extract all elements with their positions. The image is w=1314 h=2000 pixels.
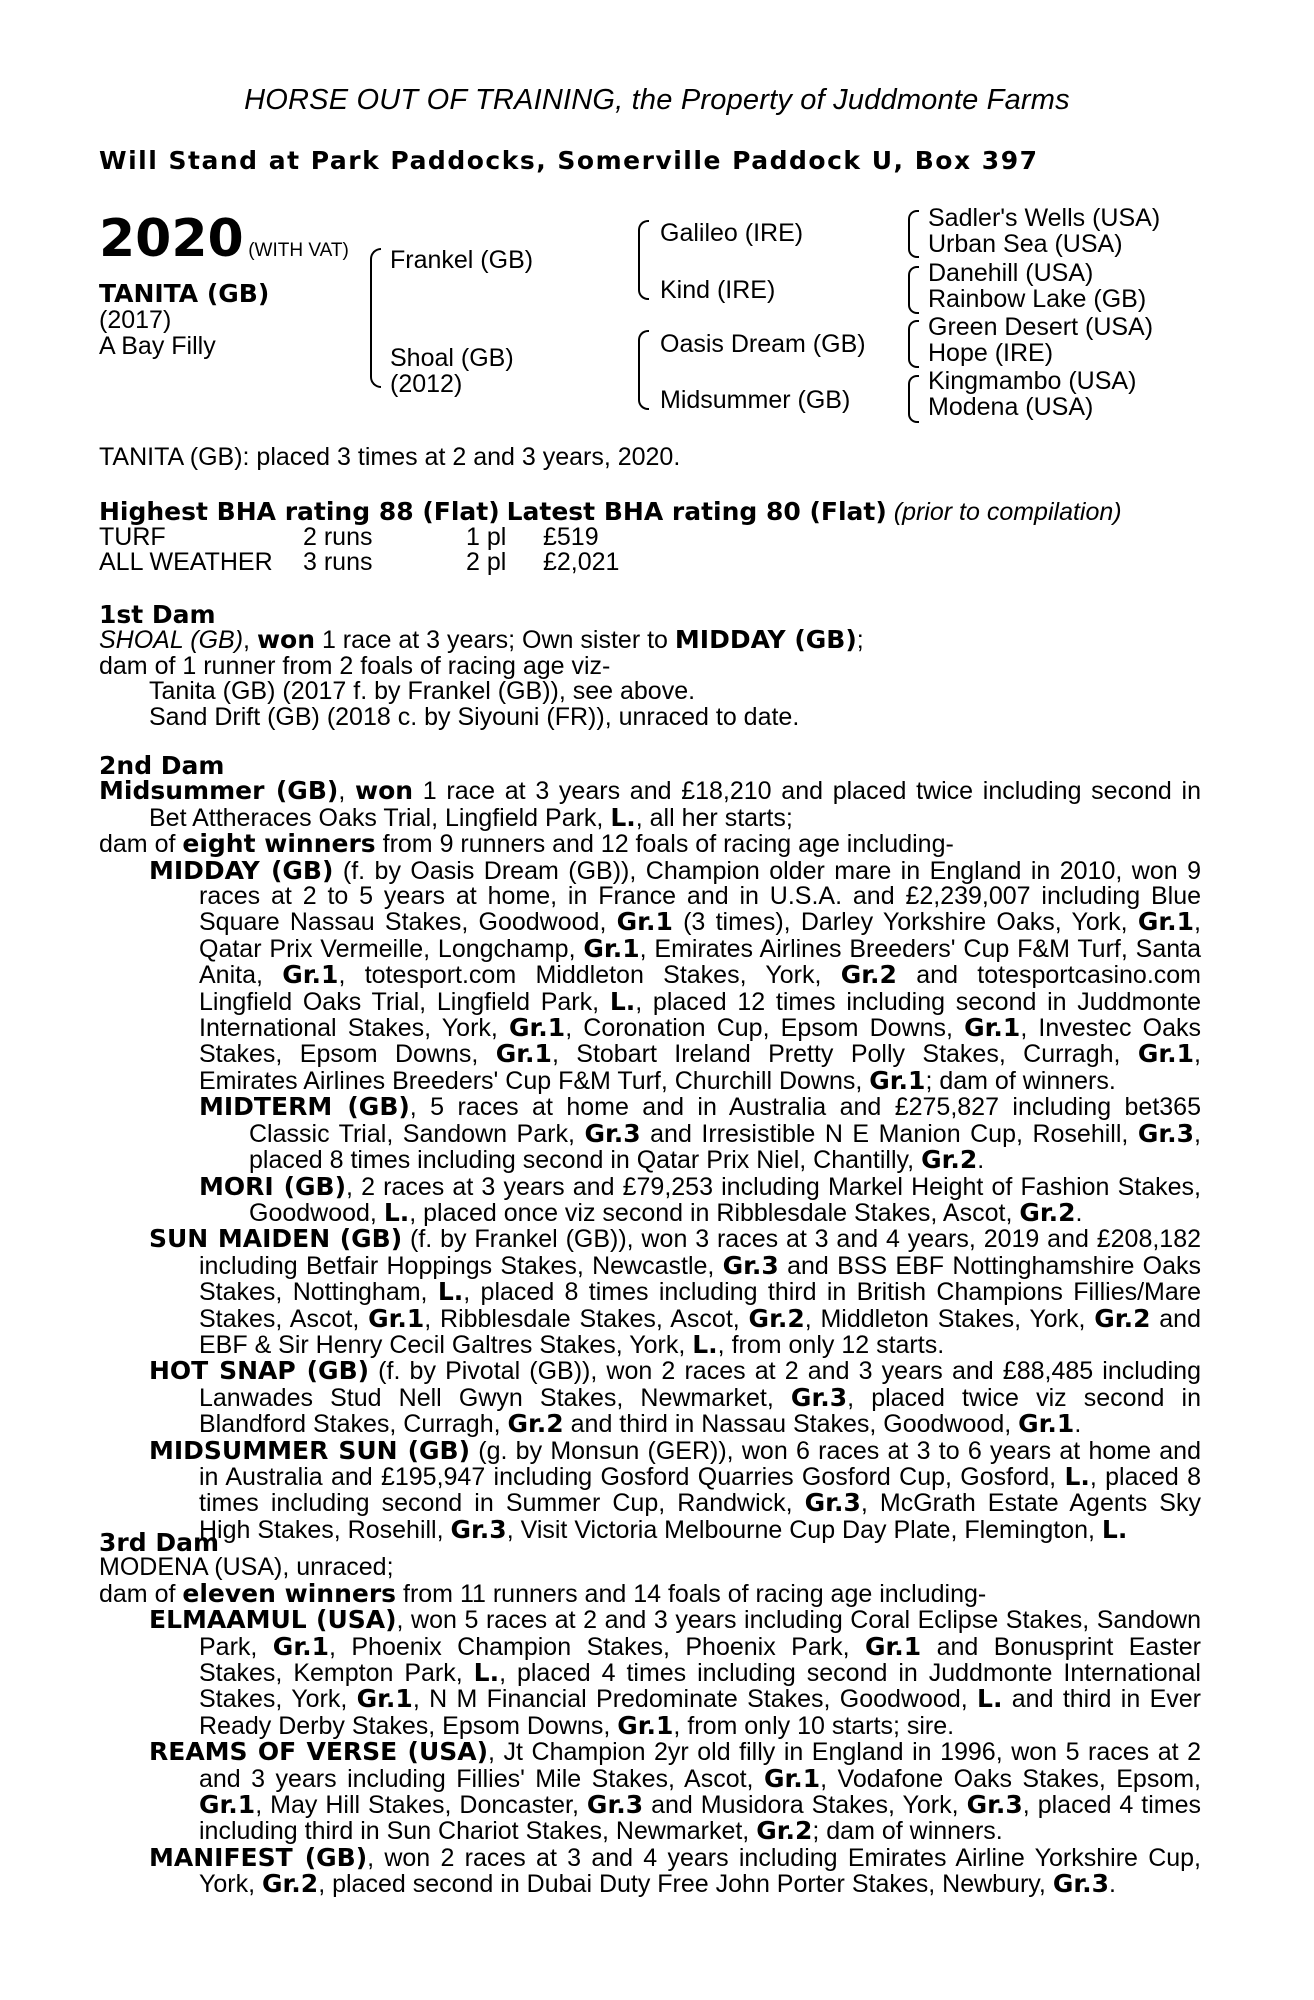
offspring-entry — [99, 1358, 1201, 1437]
bold-text: L. — [609, 986, 636, 1016]
listed-label: L. — [610, 802, 636, 832]
entry-text: , Phoenix Champion Stakes, Phoenix Park, — [328, 1632, 865, 1661]
entry-text: , totesport.com Middleton Stakes, York, — [338, 961, 841, 990]
bold-text: Gr.3 — [584, 1118, 641, 1148]
entry-text: , placed twice viz second in Blandford Stakes, Curragh, — [199, 1383, 1201, 1439]
progeny-item: Tanita (GB) (2017 f. by Frankel (GB)), see above. — [149, 677, 696, 706]
bold-text: ELMAAMUL (USA) — [149, 1605, 397, 1635]
lot-header-title: HORSE OUT OF TRAINING, the Property of Juddmonte Farms — [244, 84, 1070, 116]
entry-text: , Investec Oaks Stakes, Epsom Downs, — [199, 1014, 1201, 1069]
pedigree-g4: Rainbow Lake (GB) — [928, 285, 1147, 313]
entry-text: ; dam of winners. — [812, 1817, 1003, 1846]
entry-text: , Emirates Airlines Breeders' Cup F&M Turf, Santa Anita, — [199, 934, 1201, 990]
bold-text: Gr.3 — [722, 1250, 779, 1280]
entry-text: and Irresistible N E Manion Cup, Rosehill, — [640, 1119, 1138, 1148]
ratings-placed: 1 pl — [466, 523, 507, 551]
offspring-entry — [99, 1842, 1202, 1899]
ratings-row — [99, 525, 619, 550]
pedigree-sire-dam: Kind (IRE) — [660, 276, 776, 304]
pedigree-sire: Frankel (GB) — [390, 246, 534, 274]
horse-description: A Bay Filly — [99, 332, 216, 360]
entry-text: , placed 4 times including third in Sun Chariot Stakes, Newmarket, — [199, 1791, 1201, 1846]
bold-text: Gr.1 — [964, 1013, 1021, 1043]
second-dam-text-end: , all her starts; — [635, 803, 793, 832]
foals-text: dam of — [99, 1579, 183, 1608]
offspring-entry — [99, 1094, 1201, 1173]
ratings-note: (prior to compilation) — [893, 498, 1122, 526]
entry-text: . — [1074, 1410, 1082, 1439]
bold-text: MORI (GB) — [199, 1171, 347, 1201]
entry-text: . — [1109, 1870, 1116, 1899]
pedigree-g6: Hope (IRE) — [928, 339, 1054, 367]
lot-location: Will Stand at Park Paddocks, Somerville Paddock U, Box 397 — [99, 146, 1039, 175]
horse-foaled: (2017) — [99, 306, 172, 334]
lot-year: 2020 — [99, 209, 244, 269]
third-dam-entries — [99, 1607, 1201, 1897]
bold-text: REAMS OF VERSE (USA) — [149, 1737, 489, 1767]
bold-text: Gr.2 — [748, 1303, 805, 1333]
entry-text: , placed second in Dubai Duty Free John Porter Stakes, Newbury, — [318, 1870, 1053, 1899]
pedigree-g1: Sadler's Wells (USA) — [928, 204, 1161, 232]
first-dam-heading: 1st Dam — [99, 600, 216, 629]
bold-text: Gr.3 — [1052, 1869, 1110, 1899]
entry-text: (g. by Monsun (GER)), won 6 races at 3 to 6 years at home and in Australia and £195,947 including Gosford Quarries Gosford Cup, Gosford, — [199, 1436, 1201, 1491]
entry-text: . — [977, 1146, 985, 1175]
entry-text: , Emirates Airlines Breeders' Cup F&M Turf, Churchill Downs, — [199, 1040, 1201, 1095]
third-dam-section — [99, 1530, 1201, 1898]
vat-label: (WITH VAT) — [248, 240, 349, 261]
entry-text: , 5 races at home and in Australia and £275,827 including bet365 Classic Trial, Sandown Park, — [249, 1093, 1201, 1148]
entry-text: , Stobart Ireland Pretty Polly Stakes, Curragh, — [551, 1040, 1138, 1069]
second-dam-name: Midsummer (GB) — [99, 776, 339, 806]
first-dam-text: 1 race at 3 years; Own sister to — [315, 626, 675, 655]
ratings-runs: 3 runs — [303, 548, 373, 577]
entry-text: , Qatar Prix Vermeille, Longchamp, — [199, 908, 1201, 963]
bold-text: Gr.3 — [966, 1790, 1023, 1820]
pedigree-brace-7 — [908, 375, 919, 423]
entry-text: and EBF & Sir Henry Cecil Galtres Stakes, York, — [199, 1304, 1201, 1359]
entry-text: , placed 8 times including second in Qatar Prix Niel, Chantilly, — [249, 1119, 1201, 1175]
pedigree-dam-year: (2012) — [390, 370, 463, 398]
bold-text: Gr.1 — [1018, 1409, 1075, 1439]
entry-text: (f. by Pivotal (GB)), won 2 races at 2 and 3 years and £88,485 including Lanwades Stud Nell Gwyn Stakes, Newmarket, — [199, 1357, 1201, 1412]
pedigree-dam: Shoal (GB) — [390, 344, 514, 372]
first-dam-section — [99, 602, 1201, 730]
foals-text-end: from 9 runners and 12 foals of racing age including- — [375, 830, 954, 859]
bold-text: Gr.1 — [509, 1013, 566, 1043]
entry-text: , N M Financial Predominate Stakes, Goodwood, — [412, 1685, 978, 1714]
offspring-entry — [99, 1226, 1201, 1358]
entry-text: (f. by Oasis Dream (GB)), Champion older mare in England in 2010, won 9 races at 2 to 5 years at home, in France and in U.S.A. and £2,239,007 including Blue Square Nassau Stakes, Goodwood, — [199, 856, 1202, 937]
bold-text: Gr.1 — [869, 1065, 926, 1095]
won-label: won — [354, 776, 414, 806]
first-dam-foals: dam of 1 runner from 2 foals of racing age viz- — [99, 651, 611, 680]
entry-text: , Middleton Stakes, York, — [804, 1304, 1095, 1333]
ratings-runs: 2 runs — [303, 523, 373, 551]
horse-name: TANITA (GB) — [99, 279, 270, 308]
offspring-entry — [99, 1435, 1201, 1544]
bold-text: Gr.3 — [450, 1514, 507, 1544]
bold-text: Gr.1 — [199, 1790, 256, 1820]
pedigree-sire-sire: Galileo (IRE) — [660, 219, 804, 247]
foals-text: dam of — [99, 830, 183, 859]
bold-text: L. — [473, 1658, 500, 1688]
bold-text: Gr.1 — [616, 907, 673, 937]
offspring-entry — [99, 1171, 1201, 1227]
bold-text: Gr.3 — [804, 1488, 861, 1518]
bold-text: Gr.1 — [1137, 907, 1195, 937]
second-dam-entries — [99, 855, 1202, 1544]
ratings-table — [99, 525, 619, 576]
bold-text: Gr.1 — [368, 1303, 425, 1333]
bold-text: Gr.3 — [790, 1382, 848, 1412]
ratings-row — [99, 550, 619, 575]
pedigree-g2: Urban Sea (USA) — [928, 230, 1123, 258]
bold-text: Gr.1 — [282, 960, 339, 990]
bold-text: Gr.2 — [840, 960, 897, 990]
bold-text: Gr.3 — [586, 1790, 644, 1820]
bold-text: Gr.1 — [617, 1710, 674, 1740]
bold-text: Gr.1 — [356, 1684, 413, 1714]
entry-text: , 2 races at 3 years and £79,253 including Markel Height of Fashion Stakes, Goodwood, — [249, 1172, 1201, 1227]
offspring-entry — [99, 855, 1202, 1095]
winners-count: eleven winners — [182, 1578, 397, 1608]
entry-text: , from only 12 starts. — [717, 1330, 945, 1359]
pedigree-g8: Modena (USA) — [928, 393, 1094, 421]
entry-text: and totesportcasino.com Lingfield Oaks Trial, Lingfield Park, — [199, 961, 1202, 1016]
entry-text: , won 2 races at 3 and 4 years including Emirates Airline Yorkshire Cup, York, — [199, 1843, 1202, 1899]
bold-text: MIDSUMMER SUN (GB) — [149, 1435, 470, 1465]
entry-text: and Musidora Stakes, York, — [643, 1791, 967, 1820]
entry-text: , Ribblesdale Stakes, Ascot, — [424, 1304, 749, 1333]
bold-text: Gr.1 — [864, 1631, 922, 1661]
pedigree-brace-3 — [638, 330, 649, 410]
winners-count: eight winners — [182, 829, 376, 859]
bold-text: Gr.2 — [262, 1869, 319, 1899]
pedigree-brace-2 — [638, 220, 649, 300]
second-dam-line: Midsummer (GB), won 1 race at 3 years and £18,210 and placed twice including second in Bet Attheraces Oaks Trial, Lingfield Park, L., all her starts; — [99, 776, 1201, 832]
progeny-item: Sand Drift (GB) (2018 c. by Siyouni (FR)), unraced to date. — [149, 702, 800, 731]
offspring-entry — [99, 1607, 1201, 1739]
bold-text: Gr.1 — [583, 933, 640, 963]
entry-text: , Jt Champion 2yr old filly in England in 1996, won 5 races at 2 and 3 years including Fillies' Mile Stakes, Ascot, — [199, 1738, 1201, 1793]
entry-text: and third in Ever Ready Derby Stakes, Epsom Downs, — [199, 1685, 1201, 1740]
ratings-surface: ALL WEATHER — [99, 548, 273, 577]
pedigree-brace-1 — [370, 248, 381, 388]
entry-text: , won 5 races at 2 and 3 years including Coral Eclipse Stakes, Sandown Park, — [199, 1606, 1201, 1661]
entry-text: , placed 4 times including second in Juddmonte International Stakes, York, — [199, 1659, 1201, 1714]
pedigree-dam-sire: Oasis Dream (GB) — [660, 330, 866, 358]
bold-text: Gr.1 — [1137, 1039, 1195, 1069]
pedigree-g5: Green Desert (USA) — [928, 313, 1154, 341]
entry-text: , placed once viz second in Ribblesdale Stakes, Ascot, — [409, 1198, 1020, 1227]
pedigree-brace-5 — [908, 266, 919, 314]
ratings-amount: £2,021 — [543, 548, 620, 577]
entry-text: , Coronation Cup, Epsom Downs, — [565, 1014, 965, 1043]
bold-text: Gr.2 — [1019, 1197, 1076, 1227]
third-dam-foals — [99, 1578, 1201, 1608]
entry-text: ; dam of winners. — [925, 1066, 1116, 1095]
pedigree-dam-dam: Midsummer (GB) — [660, 386, 851, 414]
bold-text: HOT SNAP (GB) — [149, 1356, 370, 1386]
third-dam-line: MODENA (USA), unraced; — [99, 1553, 394, 1582]
bold-text: MIDTERM (GB) — [199, 1092, 410, 1122]
ratings-placed: 2 pl — [466, 548, 507, 577]
second-dam-text: 1 race at 3 years and £18,210 and placed twice including second in Bet Attheraces Oaks Trial, Lingfield Park, — [149, 777, 1201, 832]
entry-text: , placed 8 times including second in Summer Cup, Randwick, — [199, 1462, 1201, 1518]
entry-text: , McGrath Estate Agents Sky High Stakes, Rosehill, — [199, 1489, 1201, 1544]
entry-text: , May Hill Stakes, Doncaster, — [255, 1791, 587, 1820]
first-dam-name: SHOAL (GB) — [99, 626, 244, 655]
first-dam-text-end: ; — [856, 626, 864, 655]
entry-text: , Visit Victoria Melbourne Cup Day Plate, Flemington, — [506, 1515, 1102, 1544]
race-summary: TANITA (GB): placed 3 times at 2 and 3 years, 2020. — [99, 443, 681, 471]
bold-text: L. — [977, 1684, 1003, 1714]
bold-text: L. — [1064, 1461, 1090, 1491]
entry-text: , placed 12 times including second in Juddmonte International Stakes, York, — [199, 987, 1201, 1043]
bold-text: Gr.1 — [272, 1631, 329, 1661]
pedigree-g3: Danehill (USA) — [928, 259, 1094, 287]
ratings-amount: £519 — [543, 523, 599, 551]
bold-text: L. — [437, 1277, 464, 1307]
bold-text: Gr.1 — [495, 1039, 552, 1069]
entry-text: (f. by Frankel (GB)), won 3 races at 3 and 4 years, 2019 and £208,182 including Betfair Hoppings Stakes, Newcastle, — [199, 1225, 1202, 1280]
pedigree-brace-6 — [908, 320, 919, 368]
bold-text: Gr.2 — [1094, 1303, 1151, 1333]
bold-text: L. — [692, 1329, 718, 1359]
third-dam-heading: 3rd Dam — [99, 1528, 219, 1557]
entry-text: , placed 8 times including third in British Champions Fillies/Mare Stakes, Ascot, — [199, 1278, 1201, 1333]
entry-text: and Bonusprint Easter Stakes, Kempton Park, — [199, 1632, 1201, 1688]
bold-text: L. — [383, 1197, 410, 1227]
second-dam-section — [99, 753, 1201, 1543]
bold-text: Gr.1 — [763, 1763, 821, 1793]
pedigree-brace-4 — [908, 210, 919, 258]
entry-text: . — [1075, 1198, 1083, 1227]
highest-rating: Highest BHA rating 88 (Flat) — [99, 497, 500, 526]
bold-text: Gr.2 — [507, 1409, 564, 1439]
bold-text: Gr.2 — [921, 1145, 978, 1175]
bold-text: MANIFEST (GB) — [149, 1842, 368, 1872]
foals-text-end: from 11 runners and 14 foals of racing age including- — [396, 1579, 987, 1608]
second-dam-foals — [99, 831, 1201, 857]
ratings-surface: TURF — [99, 523, 166, 551]
entry-text: (3 times), Darley Yorkshire Oaks, York, — [672, 908, 1138, 937]
latest-rating: Latest BHA rating 80 (Flat) — [506, 497, 887, 526]
bold-text: SUN MAIDEN (GB) — [149, 1224, 403, 1254]
won-label: won — [256, 625, 316, 655]
pedigree-g7: Kingmambo (USA) — [928, 367, 1137, 395]
bold-text: Gr.3 — [1137, 1118, 1195, 1148]
entry-text: , Vodafone Oaks Stakes, Epsom, — [820, 1764, 1202, 1793]
offspring-entry — [99, 1739, 1201, 1845]
entry-text: and BSS EBF Nottinghamshire Oaks Stakes, Nottingham, — [199, 1251, 1201, 1307]
sibling-name: MIDDAY (GB) — [674, 625, 857, 655]
lot-year-row — [99, 211, 349, 267]
second-dam-heading: 2nd Dam — [99, 751, 225, 780]
entry-text: , from only 10 starts; sire. — [673, 1711, 955, 1740]
ratings-line — [99, 498, 1122, 526]
bold-text: L. — [1101, 1514, 1128, 1544]
first-dam-line: SHOAL (GB), won 1 race at 3 years; Own sister to MIDDAY (GB); — [99, 625, 864, 655]
entry-text: and third in Nassau Stakes, Goodwood, — [563, 1410, 1019, 1439]
bold-text: MIDDAY (GB) — [149, 855, 334, 885]
bold-text: Gr.2 — [756, 1816, 813, 1846]
